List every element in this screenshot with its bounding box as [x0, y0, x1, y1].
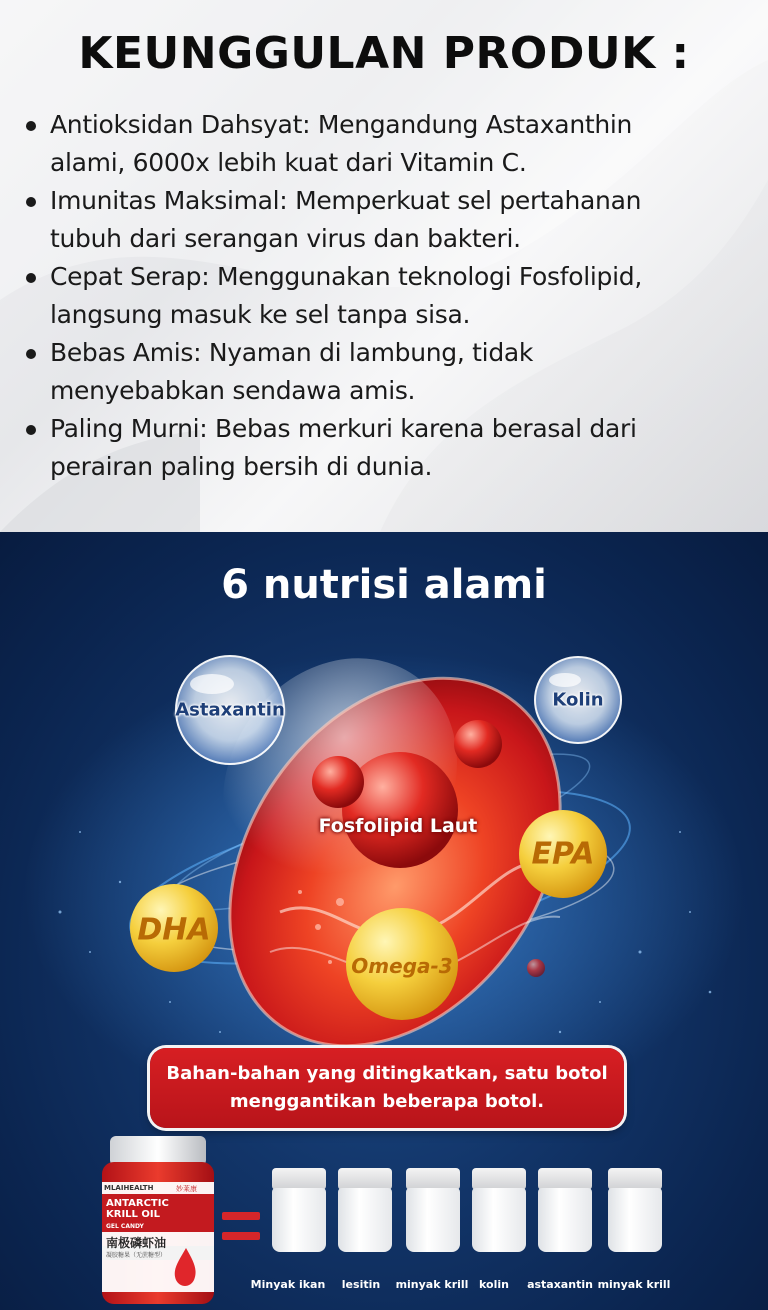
bottle-name-line: ANTARCTIC	[106, 1198, 169, 1209]
molecule-ball	[312, 756, 364, 808]
bottle-cn-subtitle: 凝胶糖果（无蔗糖型）	[106, 1252, 167, 1259]
bullet-icon	[26, 273, 36, 283]
benefit-text: Bebas Amis: Nyaman di lambung, tidak	[50, 338, 534, 367]
omega3-label: Omega-3	[351, 954, 453, 978]
jar-label: Minyak ikan	[250, 1278, 326, 1291]
epa-label: EPA	[531, 836, 595, 872]
astaxantin-label: Astaxantin	[175, 699, 285, 721]
bottle-subtitle: GEL CANDY	[106, 1223, 144, 1230]
fosfolipid-label: Fosfolipid Laut	[318, 815, 478, 837]
promo-banner	[150, 1048, 624, 1128]
page-title: KEUNGGULAN PRODUK :	[78, 28, 690, 79]
benefit-text: menyebabkan sendawa amis.	[50, 376, 416, 405]
benefit-text: Cepat Serap: Menggunakan teknologi Fosfolipid,	[50, 262, 642, 291]
benefit-text: tubuh dari serangan virus dan bakteri.	[50, 224, 521, 253]
bullet-icon	[26, 349, 36, 359]
molecule-ball	[454, 720, 502, 768]
banner-line: menggantikan beberapa botol.	[229, 1091, 545, 1112]
bottle-brand: MLAIHEALTH	[104, 1184, 154, 1192]
benefits-section	[0, 0, 768, 532]
nutrients-section	[0, 532, 768, 1310]
bullet-icon	[26, 121, 36, 131]
bottle-brand-cn: 妙莱康	[176, 1185, 197, 1193]
benefit-item	[24, 182, 754, 258]
jar-label: lesitin	[341, 1278, 381, 1291]
benefit-item	[24, 258, 754, 334]
dha-label: DHA	[137, 912, 211, 948]
benefit-item	[24, 410, 754, 486]
jar-label: astaxantin	[527, 1278, 593, 1291]
bullet-icon	[26, 425, 36, 435]
benefit-text: perairan paling bersih di dunia.	[50, 452, 433, 481]
jar-comparison	[250, 1168, 760, 1298]
benefit-item	[24, 334, 754, 410]
nutrients-title: 6 nutrisi alami	[221, 562, 547, 608]
jar-label: kolin	[479, 1278, 509, 1291]
bottle-name	[106, 1198, 169, 1232]
bottle-cn-name: 南极磷虾油	[106, 1236, 167, 1250]
benefit-text: alami, 6000x lebih kuat dari Vitamin C.	[50, 148, 527, 177]
bullet-icon	[26, 197, 36, 207]
kolin-label: Kolin	[552, 689, 604, 711]
molecule-ball	[527, 959, 545, 977]
jar-label: minyak krill	[395, 1278, 469, 1291]
benefit-list	[24, 106, 754, 486]
banner-line: Bahan-bahan yang ditingkatkan, satu botol	[166, 1063, 608, 1084]
benefit-text: Antioksidan Dahsyat: Mengandung Astaxanthin	[50, 110, 633, 139]
bottle-name-line: KRILL OIL	[106, 1209, 160, 1220]
benefit-item	[24, 106, 754, 182]
benefit-text: Imunitas Maksimal: Memperkuat sel pertahanan	[50, 186, 642, 215]
benefit-text: Paling Murni: Bebas merkuri karena berasal dari	[50, 414, 637, 443]
benefit-text: langsung masuk ke sel tanpa sisa.	[50, 300, 471, 329]
jar-label: minyak krill	[597, 1278, 671, 1291]
